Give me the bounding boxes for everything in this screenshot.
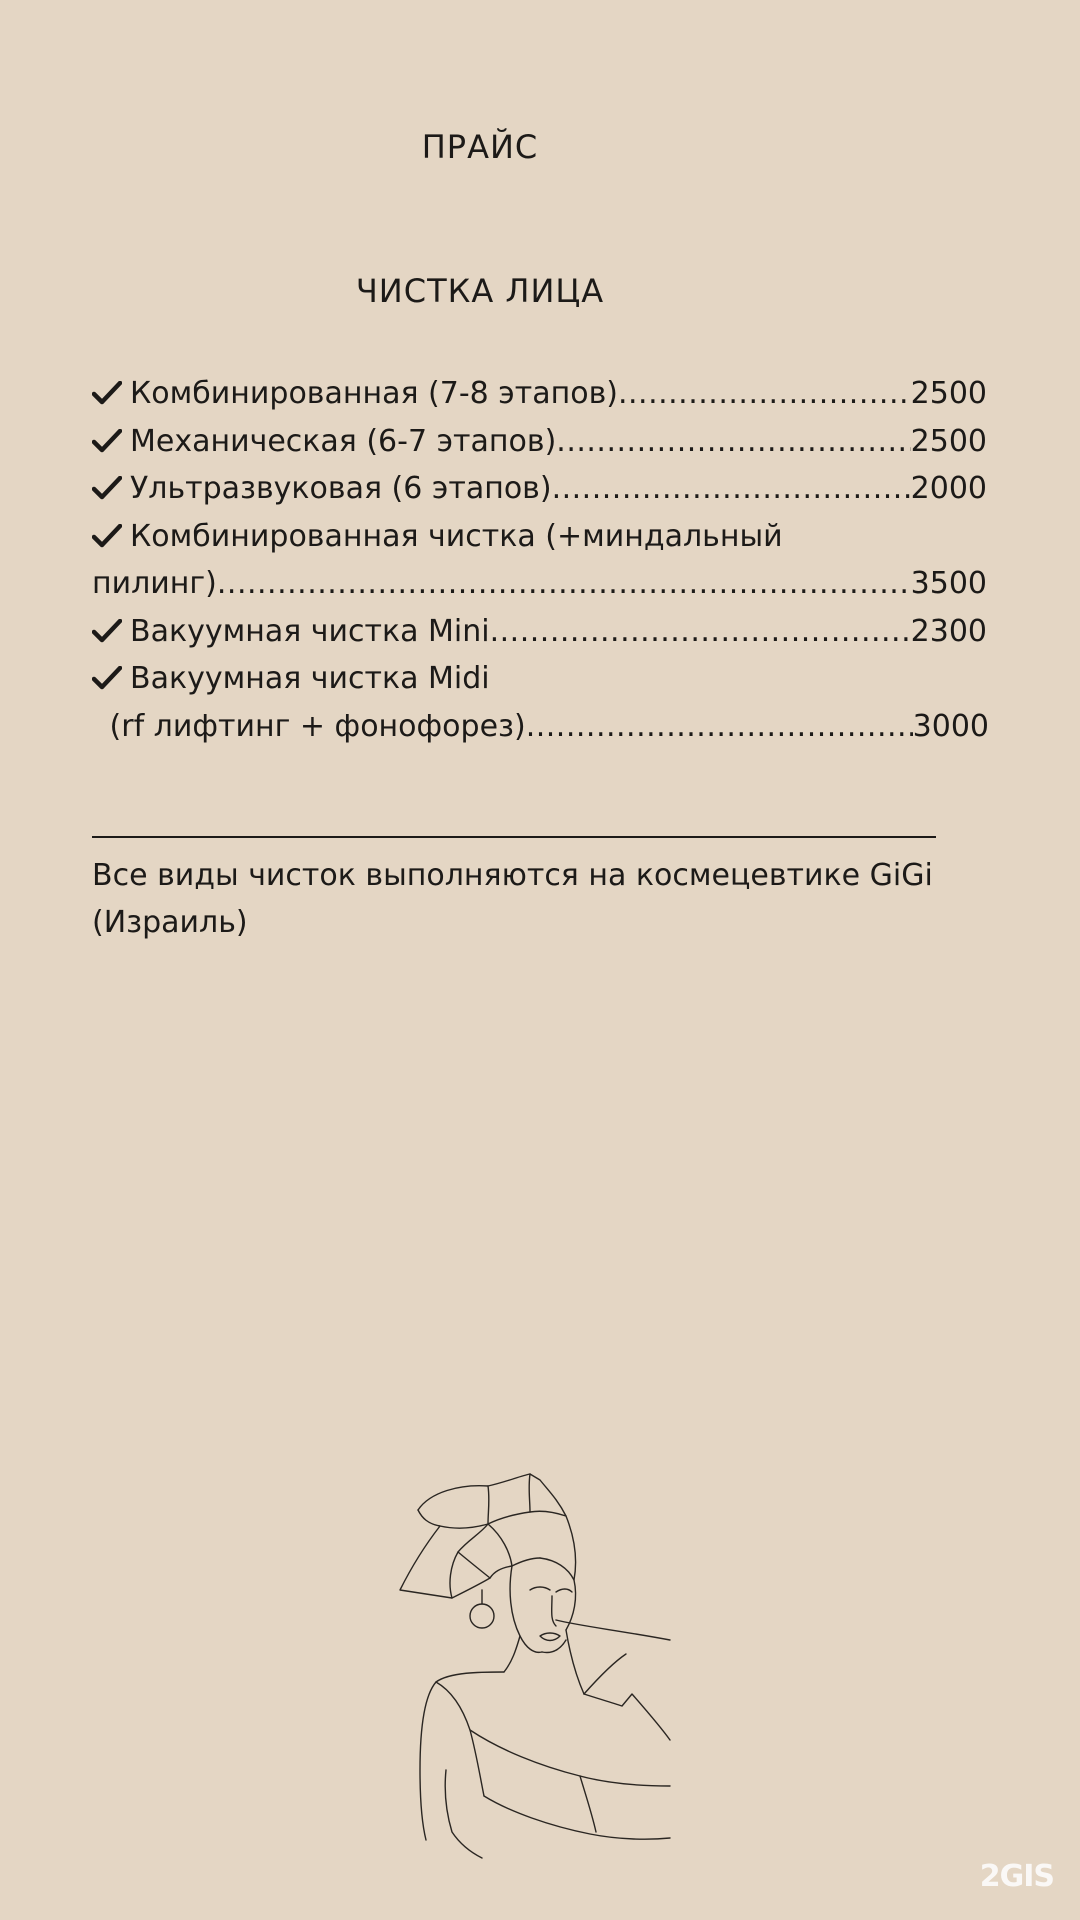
service-label: Вакуумная чистка Midi [130, 661, 490, 696]
page-title: ПРАЙС [421, 128, 539, 166]
checkmark-icon [92, 524, 122, 548]
checkmark-icon [92, 619, 122, 643]
leader-dots [552, 465, 911, 513]
service-label: пилинг) [92, 566, 217, 601]
woman-line-art-illustration [370, 1440, 710, 1860]
price-row [92, 418, 987, 466]
service-label: Комбинированная чистка (+миндальный [130, 518, 783, 554]
leader-dots [618, 370, 911, 418]
service-label: Вакуумная чистка Mini [130, 613, 490, 649]
price-row-line1 [92, 655, 992, 703]
note-line: Все виды чисток выполняются на космецевтике GiGi [92, 858, 933, 893]
price-row-line1 [92, 513, 992, 561]
service-label: Механическая (6-7 этапов) [130, 423, 557, 459]
section-title: ЧИСТКА ЛИЦА [355, 272, 605, 310]
leader-dots [490, 608, 911, 656]
service-price: 2500 [910, 423, 987, 459]
service-price: 3500 [910, 566, 987, 601]
price-row [92, 370, 987, 418]
leader-dots [556, 418, 910, 466]
checkmark-icon [92, 666, 122, 690]
price-row [92, 465, 987, 513]
checkmark-icon [92, 381, 122, 405]
price-row [92, 703, 989, 751]
service-price: 3000 [912, 708, 989, 744]
service-label: Ультразвуковая (6 этапов) [130, 471, 552, 506]
service-label: Комбинированная (7-8 этапов) [130, 376, 618, 411]
leader-dots [217, 560, 911, 608]
footer-note [92, 852, 992, 946]
price-row [92, 560, 987, 608]
price-list [92, 370, 992, 750]
service-label: (rf лифтинг + фонофорез) [100, 708, 526, 744]
note-line: (Израиль) [92, 905, 248, 940]
checkmark-icon [92, 476, 122, 500]
divider [92, 836, 936, 838]
leader-dots [526, 703, 913, 751]
checkmark-icon [92, 429, 122, 453]
price-row [92, 608, 987, 656]
service-price: 2300 [910, 613, 987, 649]
service-price: 2000 [910, 471, 987, 506]
service-price: 2500 [910, 376, 987, 411]
watermark-logo: 2GIS [979, 1859, 1054, 1894]
